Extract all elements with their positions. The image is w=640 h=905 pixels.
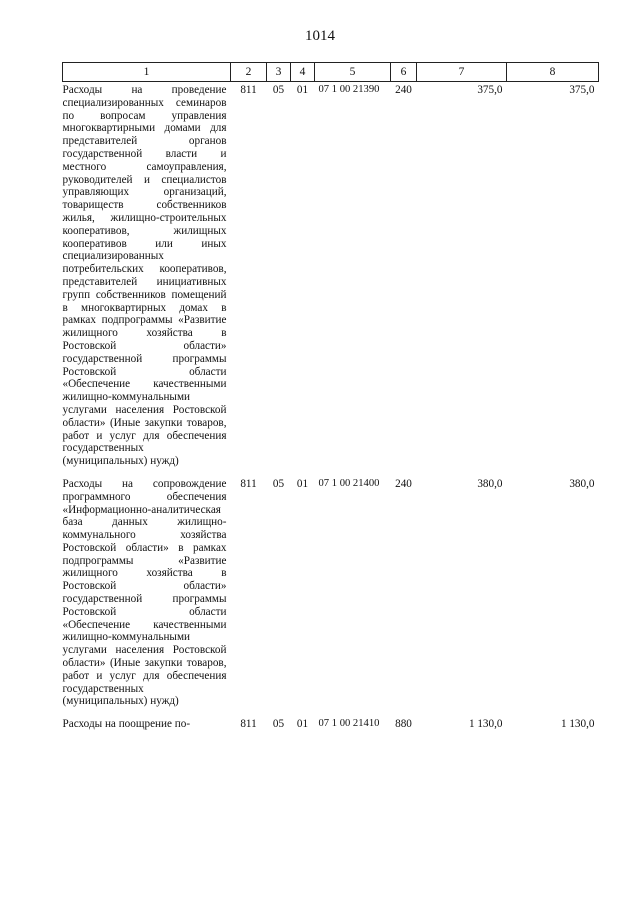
column-header-1: 1 bbox=[63, 63, 231, 82]
row-section-code: 05 bbox=[272, 477, 285, 490]
table-row bbox=[63, 716, 599, 739]
row-ministry-code: 811 bbox=[240, 718, 257, 731]
row-amount-2: 1 130,0 bbox=[560, 718, 595, 731]
row-target-article: 07 1 00 21390 bbox=[318, 84, 380, 95]
table-row bbox=[63, 476, 599, 716]
row-description: Расходы на сопровождение программного обеспечения «Информационно-аналитическая база данных жилищно-коммунального хозяйства Ростовской области» в рамках подпрограммы «Развитие жилищного хозяйства в Ростовской области» государственной программы Ростовской области «Обеспечение качественными жилищно-коммунальными услугами населения Ростовской области» (Иные закупки товаров, работ и услуг для обеспечения государственных (муниципальных) нужд) bbox=[62, 477, 227, 708]
row-target-article: 07 1 00 21410 bbox=[318, 718, 380, 730]
row-amount-1: 380,0 bbox=[477, 477, 503, 490]
row-target-article: 07 1 00 21400 bbox=[318, 477, 380, 489]
column-header-5: 5 bbox=[315, 63, 391, 82]
row-amount-1: 375,0 bbox=[477, 84, 503, 96]
column-header-8: 8 bbox=[507, 63, 599, 82]
row-expense-type: 240 bbox=[395, 84, 412, 96]
row-description: Расходы на проведение специализированных семинаров по вопросам управления многоквартирными домами для представителей органов государственной власти и местного самоуправления, руководителей и специалистов управляющих организаций, товариществ собственников жилья, жилищно-строительных кооперативов, жилищных кооперативов или иных специализированных потребительских кооперативов, представителей инициативных групп собственников помещений в многоквартирных домах в рамках подпрограммы «Развитие жилищного хозяйства в Ростовской области» государственной программы Ростовской области «Обеспечение качественными жилищно-коммунальными услугами населения Ростовской области» (Иные закупки товаров, работ и услуг для обеспечения государственных (муниципальных) нужд) bbox=[62, 84, 227, 468]
row-description: Расходы на поощрение по- bbox=[62, 718, 191, 731]
row-subsection-code: 01 bbox=[296, 718, 309, 731]
row-subsection-code: 01 bbox=[296, 84, 309, 96]
column-header-6: 6 bbox=[391, 63, 417, 82]
row-ministry-code: 811 bbox=[240, 477, 257, 490]
column-header-4: 4 bbox=[291, 63, 315, 82]
row-amount-2: 375,0 bbox=[569, 84, 595, 96]
budget-table bbox=[62, 62, 599, 739]
row-expense-type: 240 bbox=[395, 477, 412, 490]
table-header bbox=[63, 63, 599, 82]
column-header-3: 3 bbox=[267, 63, 291, 82]
row-ministry-code: 811 bbox=[240, 84, 257, 96]
row-section-code: 05 bbox=[272, 84, 285, 96]
page-number: 1014 bbox=[305, 28, 335, 44]
row-subsection-code: 01 bbox=[296, 477, 309, 490]
header-row bbox=[63, 63, 599, 82]
column-header-2: 2 bbox=[231, 63, 267, 82]
row-amount-2: 380,0 bbox=[569, 477, 595, 490]
row-section-code: 05 bbox=[272, 718, 285, 731]
row-amount-1: 1 130,0 bbox=[468, 718, 503, 731]
column-header-7: 7 bbox=[417, 63, 507, 82]
table-body bbox=[63, 82, 599, 740]
table-row bbox=[63, 82, 599, 476]
row-expense-type: 880 bbox=[395, 718, 412, 731]
